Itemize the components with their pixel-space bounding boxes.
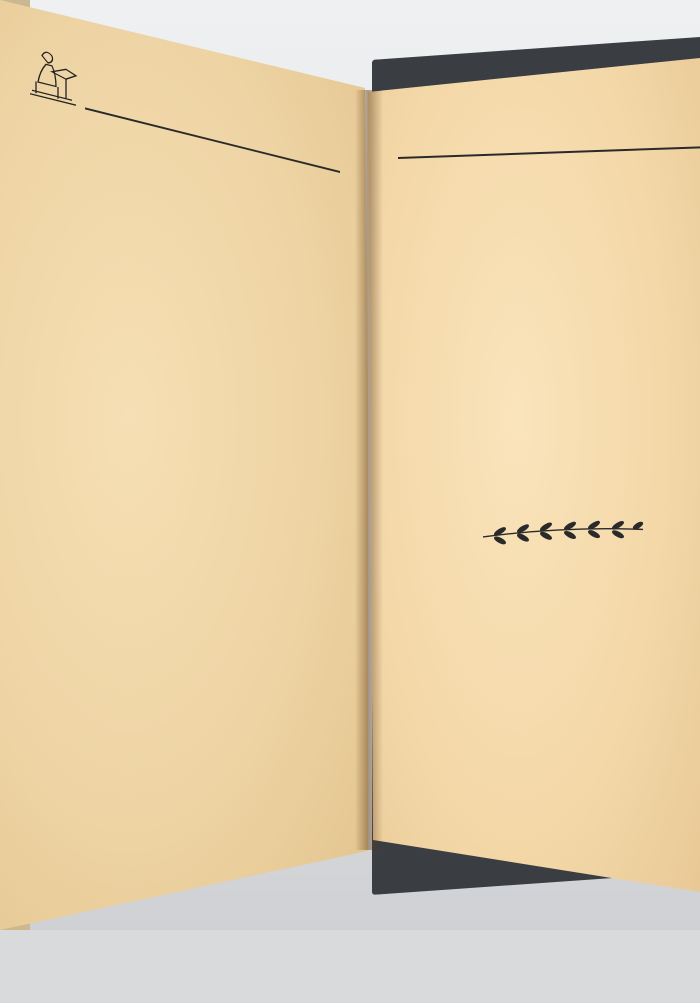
right-page-header	[398, 122, 700, 159]
left-page-header	[85, 78, 340, 173]
section-title	[34, 161, 339, 237]
right-page-content	[368, 0, 700, 930]
right-toc	[388, 213, 700, 224]
scribe-at-desk-icon	[22, 41, 84, 111]
toc-left-bottom-list	[34, 161, 339, 237]
laurel-branch-icon	[478, 515, 648, 551]
